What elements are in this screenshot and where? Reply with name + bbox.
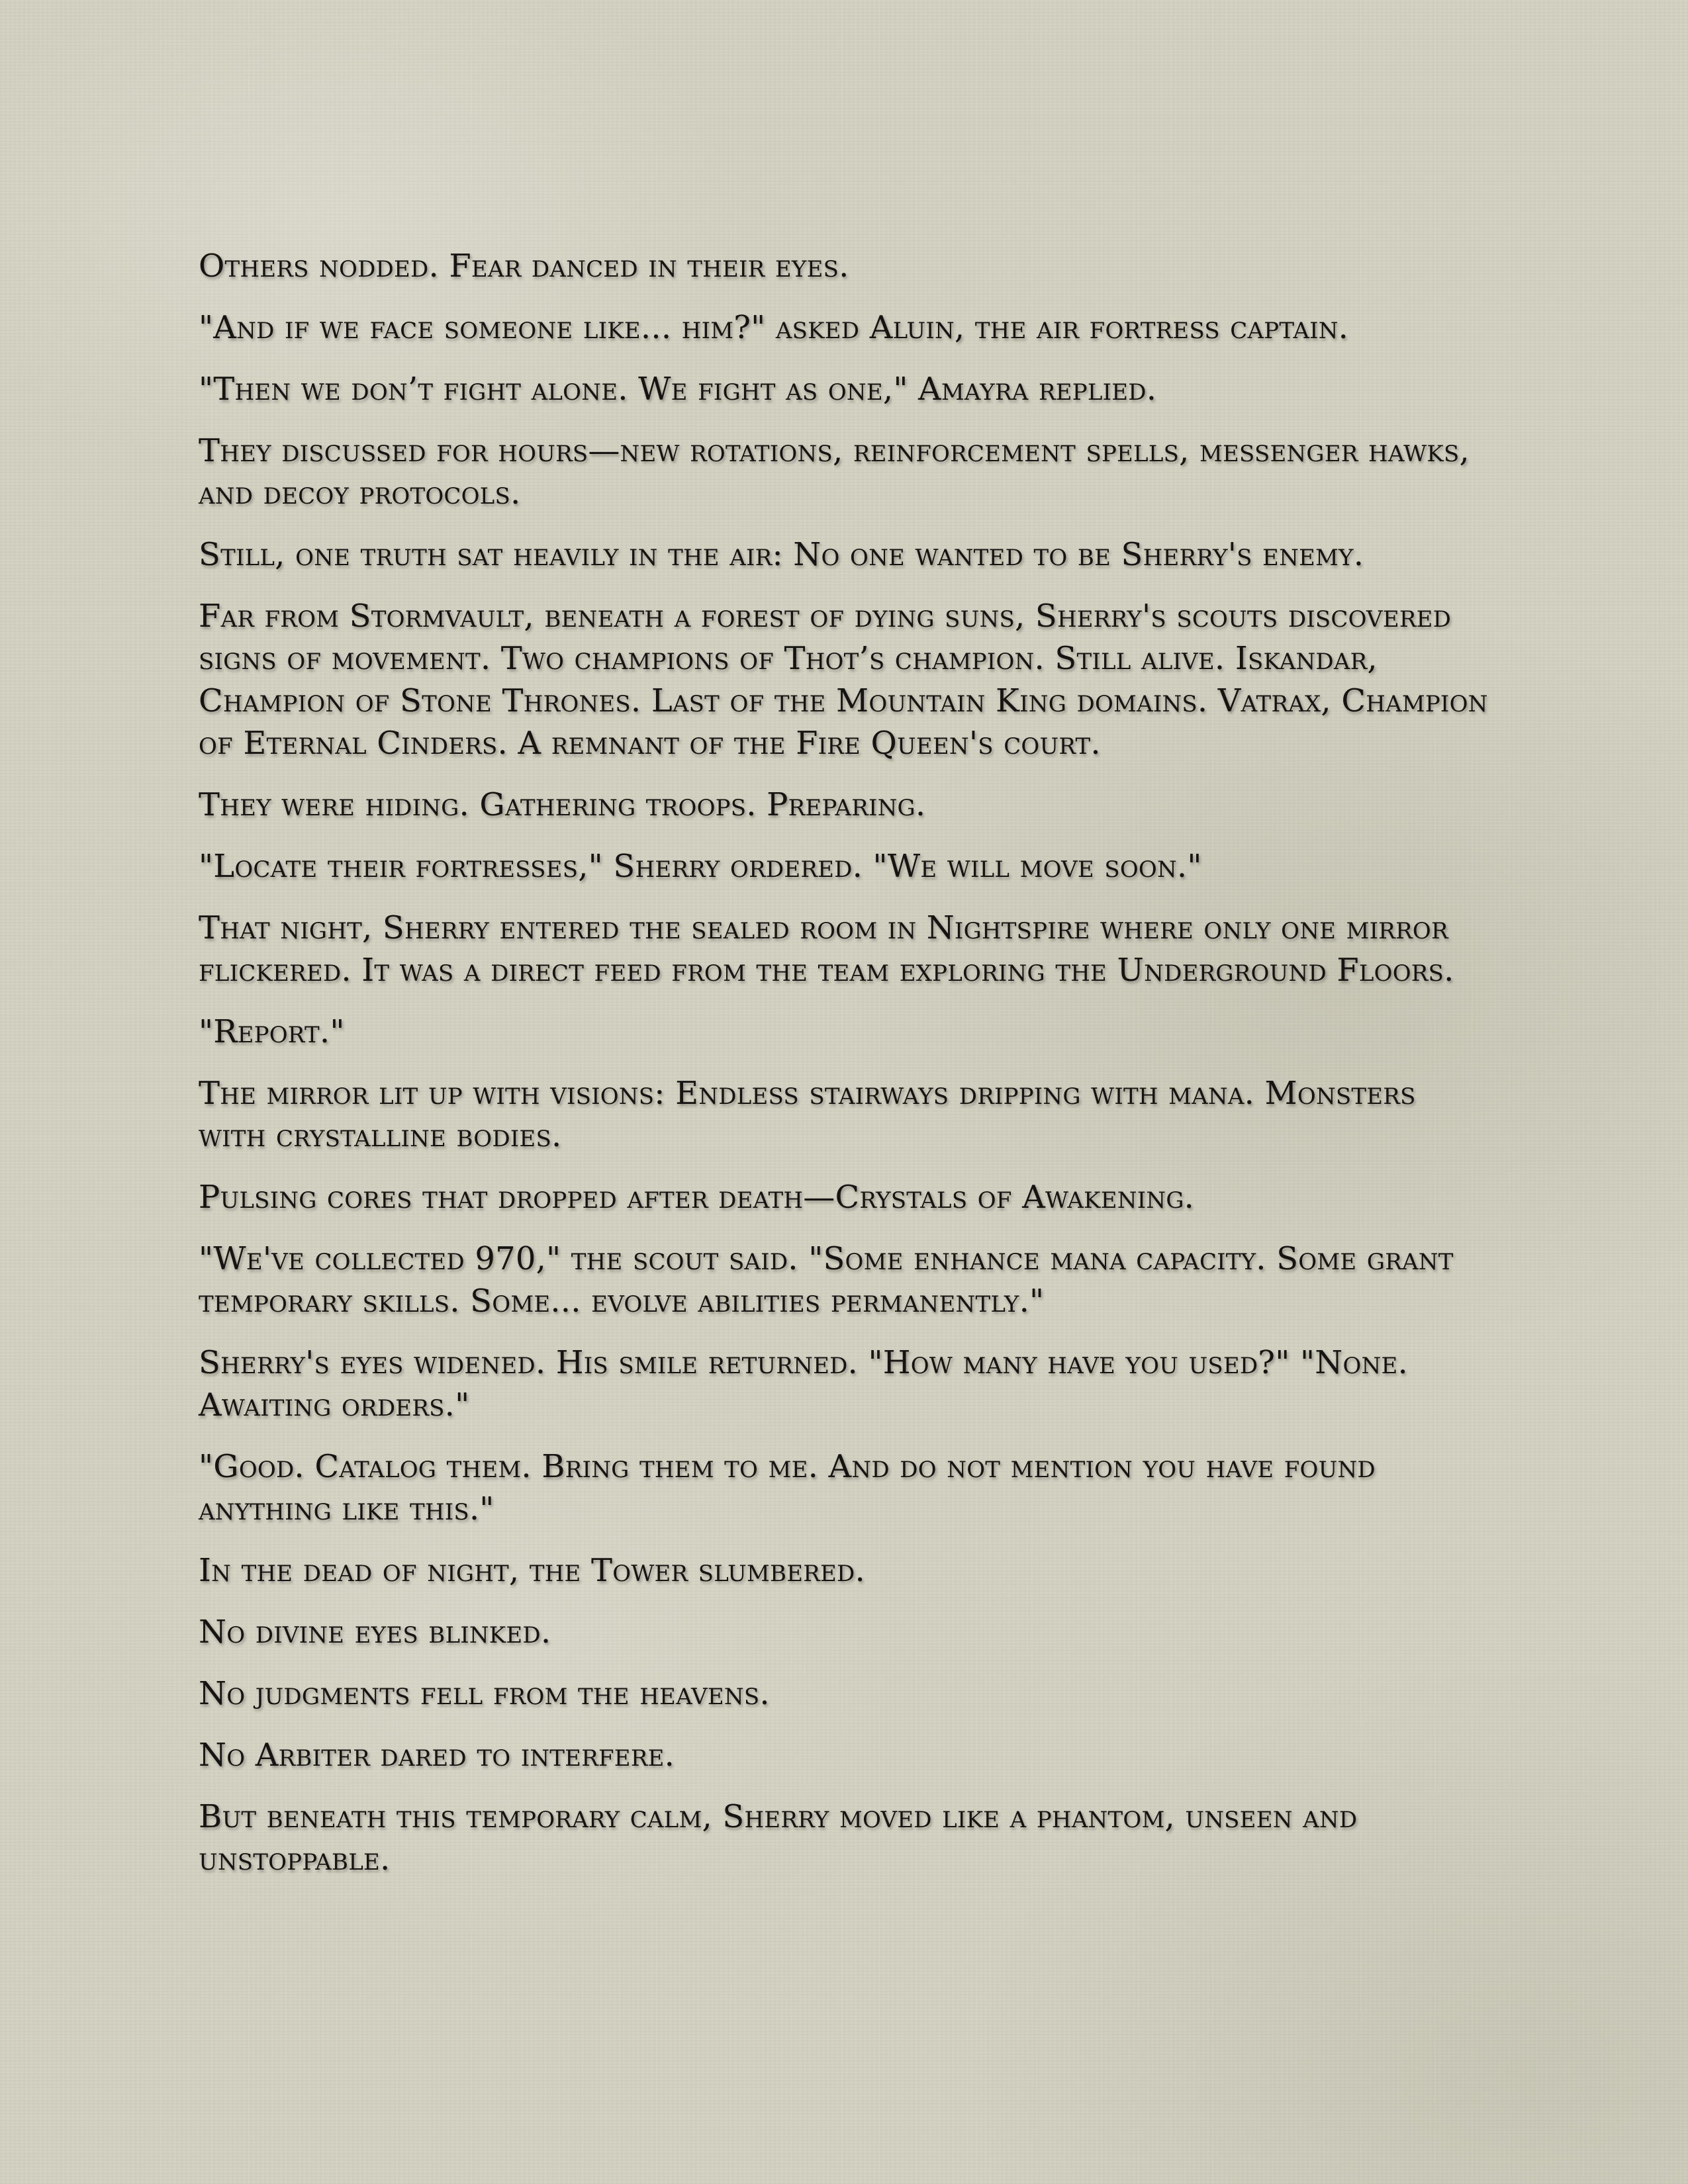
paragraph: "Then we don’t fight alone. We fight as one," Amayra replied.: [199, 371, 1157, 408]
paragraph: The mirror lit up with visions: Endless stairways dripping with mana. Monsters with crystalline bodies.: [199, 1075, 1416, 1154]
paragraph: Far from Stormvault, beneath a forest of dying suns, Sherry's scouts discovered signs of movement. Two champions of Thot’s champion. Still alive. Iskandar, Champion of Stone Thrones. Last of the Mountain King domains. Vatrax, Champion of Eternal Cinders. A remnant of the Fire Queen's court.: [199, 598, 1488, 762]
paragraph: "Locate their fortresses," Sherry ordered. "We will move soon.": [199, 848, 1202, 885]
paragraph: That night, Sherry entered the sealed room in Nightspire where only one mirror flickered. It was a direct feed from the team exploring the Underground Floors.: [199, 909, 1454, 989]
paragraph: "And if we face someone like... him?" asked Aluin, the air fortress captain.: [199, 309, 1349, 346]
paragraph: Pulsing cores that dropped after death—Crystals of Awakening.: [199, 1179, 1195, 1216]
document-body: [199, 245, 1489, 1899]
paragraph: Others nodded. Fear danced in their eyes.: [199, 248, 849, 285]
paragraph: They discussed for hours—new rotations, reinforcement spells, messenger hawks, and decoy protocols.: [199, 432, 1470, 512]
paragraph: In the dead of night, the Tower slumbered.: [199, 1552, 865, 1589]
paragraph: No Arbiter dared to interfere.: [199, 1737, 675, 1774]
paragraph: Still, one truth sat heavily in the air: No one wanted to be Sherry's enemy.: [199, 536, 1364, 573]
paragraph: "Good. Catalog them. Bring them to me. And do not mention you have found anything like this.": [199, 1448, 1376, 1527]
paragraph: But beneath this temporary calm, Sherry moved like a phantom, unseen and unstoppable.: [199, 1798, 1358, 1878]
paragraph: They were hiding. Gathering troops. Preparing.: [199, 786, 926, 823]
paragraph: "Report.": [199, 1013, 345, 1050]
paragraph: No judgments fell from the heavens.: [199, 1675, 770, 1712]
paragraph: "We've collected 970," the scout said. "Some enhance mana capacity. Some grant temporary skills. Some... evolve abilities permanently.": [199, 1240, 1454, 1320]
paragraph: No divine eyes blinked.: [199, 1614, 551, 1651]
paragraph: Sherry's eyes widened. His smile returned. "How many have you used?" "None. Awaiting orders.": [199, 1344, 1408, 1424]
